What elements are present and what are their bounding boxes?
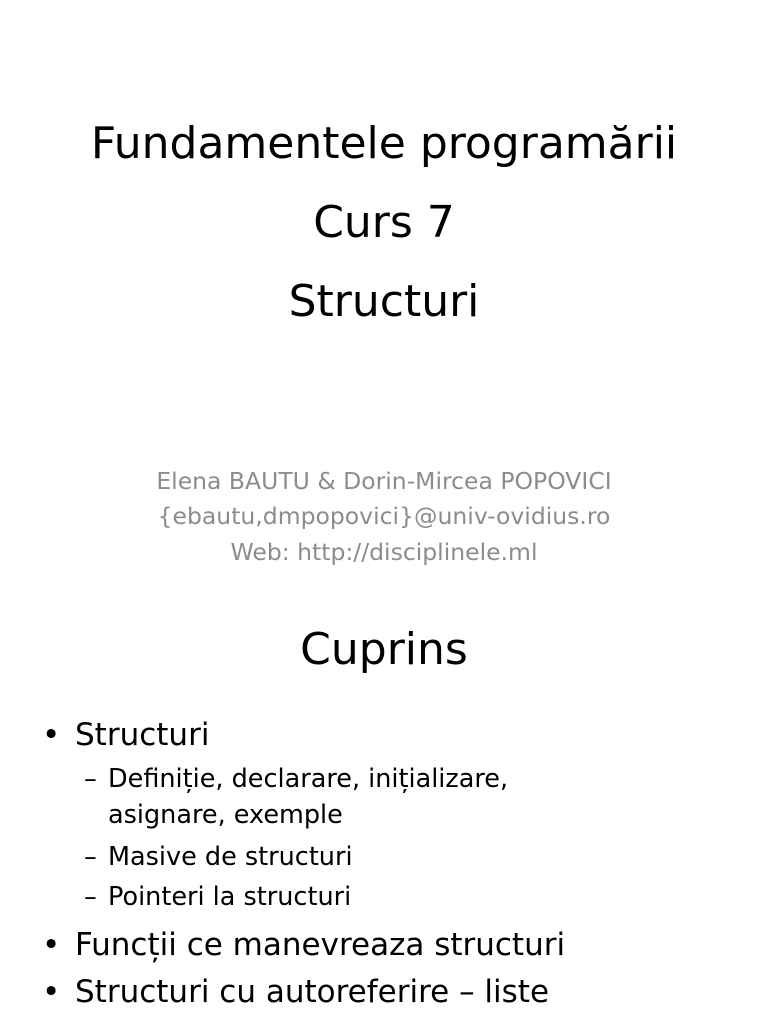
sub-marker: – bbox=[84, 764, 97, 794]
lecture-topic: Structuri bbox=[288, 276, 480, 327]
website: Web: http://disciplinele.ml bbox=[230, 538, 538, 566]
toc-heading: Cuprins bbox=[300, 624, 468, 675]
sub-marker: – bbox=[84, 882, 97, 912]
lecture-number: Curs 7 bbox=[313, 197, 455, 248]
toc-item-label: Structuri cu autoreferire – liste bbox=[75, 974, 550, 1010]
bullet-marker: • bbox=[42, 927, 61, 963]
toc-subitem-label: Masive de structuri bbox=[108, 842, 353, 872]
sub-marker: – bbox=[84, 842, 97, 872]
author-emails: {ebautu,dmpopovici}@univ-ovidius.ro bbox=[157, 502, 611, 530]
bullet-marker: • bbox=[42, 717, 61, 753]
toc-subitem-label: Definiție, declarare, inițializare, bbox=[108, 764, 509, 794]
toc-item-label: Structuri bbox=[75, 717, 210, 753]
authors: Elena BAUTU & Dorin-Mircea POPOVICI bbox=[156, 467, 612, 495]
toc-subitem-label: asignare, exemple bbox=[108, 800, 343, 830]
toc-subitem-definitie-continued bbox=[108, 798, 343, 833]
course-title: Fundamentele programării bbox=[90, 118, 678, 169]
toc-subitem-label: Pointeri la structuri bbox=[108, 882, 352, 912]
toc-item-label: Funcții ce manevreaza structuri bbox=[75, 927, 566, 963]
bullet-marker: • bbox=[42, 974, 61, 1010]
toc-slide bbox=[0, 600, 768, 1024]
